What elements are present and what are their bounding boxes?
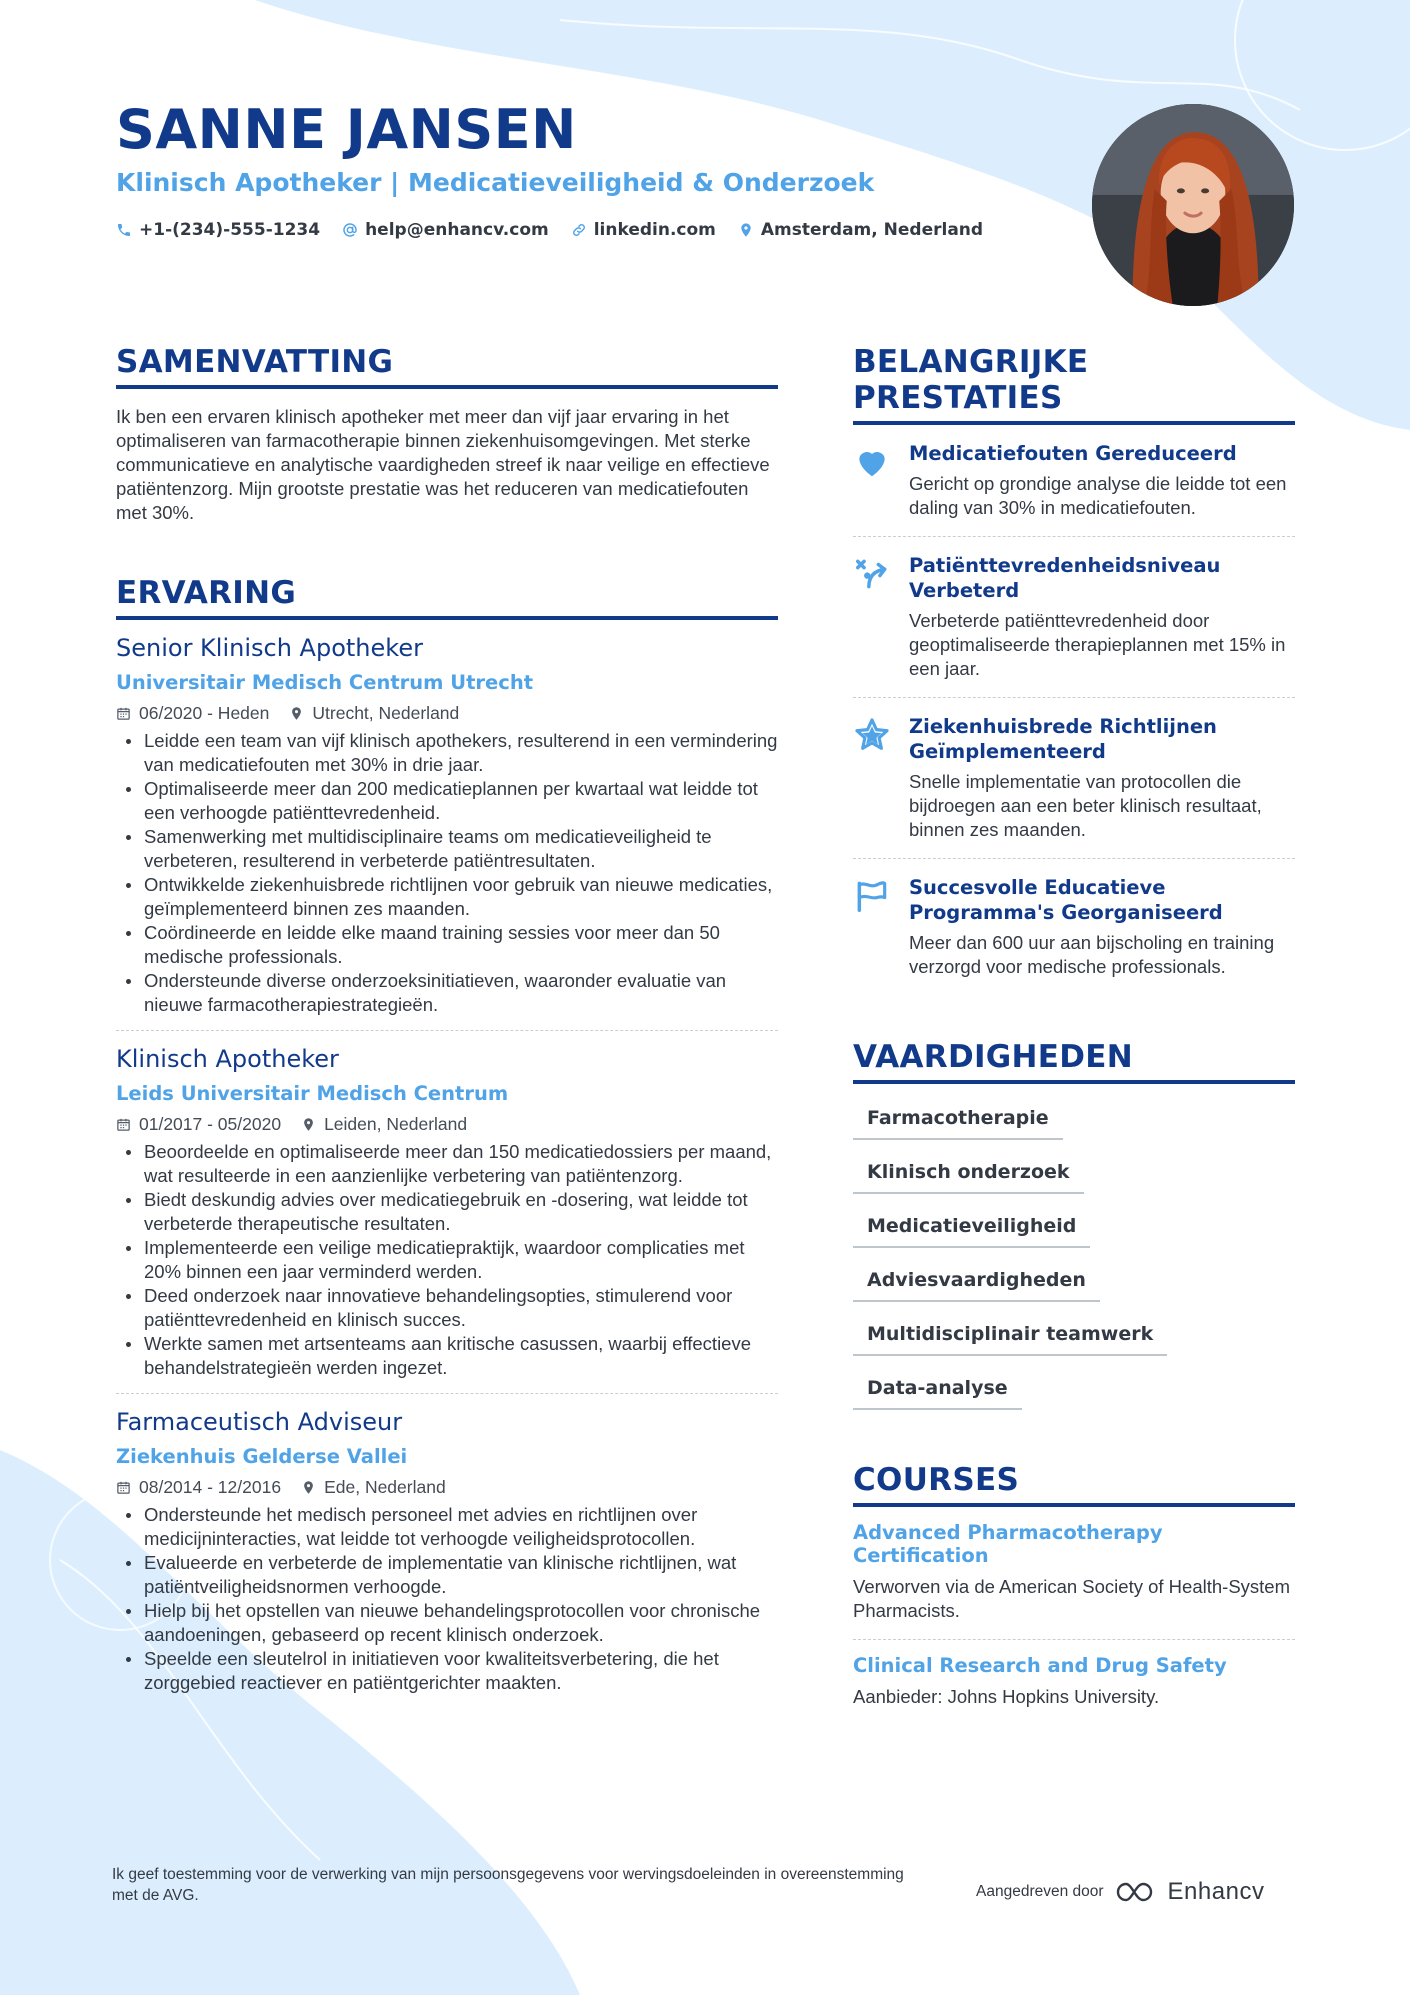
job-location-text: Leiden, Nederland — [324, 1114, 468, 1134]
job-entry — [116, 1031, 778, 1394]
job-location — [289, 703, 459, 724]
job-role: Senior Klinisch Apotheker — [116, 634, 423, 662]
job-meta — [116, 1114, 778, 1135]
job-bullet: Leidde een team van vijf klinisch apothekers, resulterend in een vermindering van medicatiefouten met 30% in drie jaar. — [116, 729, 778, 777]
location-pin-icon — [301, 1480, 316, 1495]
job-dates — [116, 703, 269, 724]
contact-bar — [116, 220, 983, 240]
powered-by[interactable] — [976, 1878, 1264, 1906]
achievement-desc: Verbeterde patiënttevredenheid door geoptimaliseerde therapieplannen met 15% in een jaar. — [909, 610, 1286, 679]
achievement-desc: Snelle implementatie van protocollen die bijdroegen aan een beter klinisch resultaat, binnen zes maanden. — [909, 771, 1262, 840]
job-dates-text: 06/2020 - Heden — [139, 703, 270, 723]
consent-note: Ik geef toestemming voor de verwerking van mijn persoonsgegevens voor wervingsdoeleinden in overeenstemming met de AVG. — [112, 1866, 904, 1904]
avatar — [1092, 104, 1294, 306]
location-pin-icon — [738, 222, 754, 238]
achievement-title: Succesvolle Educatieve Programma's Georganiseerd — [909, 876, 1223, 924]
job-bullets — [116, 1140, 778, 1380]
achievement-desc: Gericht op grondige analyse die leidde tot een daling van 30% in medicatiefouten. — [909, 473, 1287, 518]
skills-section — [853, 1039, 1295, 1422]
skill-tag: Multidisciplinair teamwerk — [853, 1314, 1167, 1356]
brand-name: Enhancv — [1167, 1878, 1265, 1905]
phone-icon — [116, 222, 132, 238]
job-bullet: Evalueerde en verbeterde de implementatie van klinische richtlijnen, wat patiëntveiligheidsnormen verhoogde. — [116, 1551, 778, 1599]
job-location — [301, 1114, 467, 1135]
location-pin-icon — [289, 706, 304, 721]
job-bullet: Speelde een sleutelrol in initiatieven voor kwaliteitsverbetering, die het zorggebied reactiever en patiëntgerichter maakten. — [116, 1647, 778, 1695]
skills-list — [853, 1098, 1295, 1422]
skill-tag: Medicatieveiligheid — [853, 1206, 1090, 1248]
job-bullet: Beoordeelde en optimaliseerde meer dan 150 medicatiedossiers per maand, wat resulteerde in een aanzienlijke verbetering van patiëntenzorg. — [116, 1140, 778, 1188]
job-dates — [116, 1477, 281, 1498]
course-item — [853, 1507, 1295, 1640]
heart-icon — [853, 443, 891, 481]
job-bullet: Ondersteunde het medisch personeel met advies en richtlijnen over medicijninteracties, wat leidde tot verhoogde veiligheidsprotocollen. — [116, 1503, 778, 1551]
achievement-title: Patiënttevredenheidsniveau Verbeterd — [909, 554, 1221, 602]
job-bullet: Ondersteunde diverse onderzoeksinitiatieven, waaronder evaluatie van nieuwe farmacotherapiestrategieën. — [116, 969, 778, 1017]
job-location — [301, 1477, 446, 1498]
skill-tag: Klinisch onderzoek — [853, 1152, 1084, 1194]
job-company: Ziekenhuis Gelderse Vallei — [116, 1445, 408, 1468]
brand-logo — [1114, 1878, 1265, 1906]
job-dates-text: 08/2014 - 12/2016 — [139, 1477, 282, 1497]
job-bullet: Ontwikkelde ziekenhuisbrede richtlijnen voor gebruik van nieuwe medicaties, geïmplementeerd binnen zes maanden. — [116, 873, 778, 921]
contact-email[interactable] — [342, 220, 549, 240]
flag-icon — [853, 877, 891, 915]
powered-by-label: Aangedreven door — [976, 1883, 1104, 1900]
job-location-text: Ede, Nederland — [324, 1477, 446, 1497]
location-pin-icon — [301, 1117, 316, 1132]
job-meta — [116, 703, 778, 724]
job-entry — [116, 1394, 778, 1695]
profile-photo — [1092, 104, 1294, 306]
calendar-icon — [116, 706, 131, 721]
courses-heading: COURSES — [853, 1462, 1295, 1507]
course-title: Clinical Research and Drug Safety — [853, 1654, 1227, 1677]
summary-section — [116, 344, 778, 525]
courses-section — [853, 1462, 1295, 1725]
job-role: Klinisch Apotheker — [116, 1045, 339, 1073]
summary-heading: SAMENVATTING — [116, 344, 778, 389]
location-text: Amsterdam, Nederland — [760, 220, 984, 240]
email-text: help@enhancv.com — [365, 220, 549, 240]
job-bullets — [116, 729, 778, 1017]
job-entry — [116, 620, 778, 1031]
enhancv-logo-icon — [1114, 1879, 1160, 1905]
job-bullet: Samenwerking met multidisciplinaire teams om medicatieveiligheid te verbeteren, resulterend in verbeterde patiëntresultaten. — [116, 825, 778, 873]
calendar-icon — [116, 1480, 131, 1495]
course-item — [853, 1640, 1295, 1725]
contact-location — [738, 220, 983, 240]
calendar-icon — [116, 1117, 131, 1132]
achievement-title: Ziekenhuisbrede Richtlijnen Geïmplementeerd — [909, 715, 1217, 763]
job-meta — [116, 1477, 778, 1498]
job-company: Universitair Medisch Centrum Utrecht — [116, 671, 534, 694]
skill-tag: Adviesvaardigheden — [853, 1260, 1100, 1302]
at-icon — [342, 222, 358, 238]
achievement-item — [853, 859, 1295, 995]
phone-text: +1-(234)-555-1234 — [139, 220, 321, 240]
course-desc: Aanbieder: Johns Hopkins University. — [853, 1686, 1160, 1707]
achievement-desc: Meer dan 600 uur aan bijscholing en training verzorgd voor medische professionals. — [909, 932, 1275, 977]
experience-section — [116, 575, 778, 1695]
job-bullet: Deed onderzoek naar innovatieve behandelingsopties, stimulerend voor patiënttevredenheid en klinisch succes. — [116, 1284, 778, 1332]
contact-phone[interactable] — [116, 220, 320, 240]
job-bullet: Biedt deskundig advies over medicatiegebruik en -dosering, wat leidde tot verbeterde therapeutische resultaten. — [116, 1188, 778, 1236]
job-bullet: Coördineerde en leidde elke maand training sessies voor meer dan 50 medische professionals. — [116, 921, 778, 969]
job-company: Leids Universitair Medisch Centrum — [116, 1082, 509, 1105]
job-bullet: Optimaliseerde meer dan 200 medicatieplannen per kwartaal wat leidde tot een verhoogde patiënttevredenheid. — [116, 777, 778, 825]
achievement-item — [853, 537, 1295, 698]
job-dates — [116, 1114, 281, 1135]
job-bullets — [116, 1503, 778, 1695]
achievement-item — [853, 698, 1295, 859]
job-bullet: Implementeerde een veilige medicatiepraktijk, waardoor complicaties met 20% binnen een jaar verminderd werden. — [116, 1236, 778, 1284]
linkedin-text: linkedin.com — [593, 220, 716, 240]
summary-text: Ik ben een ervaren klinisch apotheker met meer dan vijf jaar ervaring in het optimaliseren van farmacotherapie binnen ziekenhuisomgevingen. Met sterke communicatieve en analytische vaardigheden streef ik naar veilige en effectieve patiëntenzorg. Mijn grootste prestatie was het reduceren van medicatiefouten met 30%. — [116, 406, 770, 523]
contact-linkedin[interactable] — [571, 220, 716, 240]
achievements-section — [853, 344, 1295, 995]
achievement-item — [853, 425, 1295, 537]
star-icon — [853, 716, 891, 754]
course-desc: Verworven via de American Society of Health-System Pharmacists. — [853, 1576, 1290, 1621]
job-role: Farmaceutisch Adviseur — [116, 1408, 403, 1436]
candidate-subtitle: Klinisch Apotheker | Medicatieveiligheid & Onderzoek — [116, 168, 875, 197]
achievement-title: Medicatiefouten Gereduceerd — [909, 442, 1237, 465]
skill-tag: Data-analyse — [853, 1368, 1022, 1410]
skill-tag: Farmacotherapie — [853, 1098, 1063, 1140]
link-icon — [571, 222, 587, 238]
job-dates-text: 01/2017 - 05/2020 — [139, 1114, 282, 1134]
job-location-text: Utrecht, Nederland — [312, 703, 460, 723]
course-title: Advanced Pharmacotherapy Certification — [853, 1521, 1163, 1567]
strategy-icon — [853, 555, 891, 593]
skills-heading: VAARDIGHEDEN — [853, 1039, 1295, 1084]
candidate-name: SANNE JANSEN — [116, 98, 577, 161]
job-bullet: Werkte samen met artsenteams aan kritische casussen, waarbij effectieve behandelstrategieën werden ingezet. — [116, 1332, 778, 1380]
experience-heading: ERVARING — [116, 575, 778, 620]
job-bullet: Hielp bij het opstellen van nieuwe behandelingsprotocollen voor chronische aandoeningen, gebaseerd op recent klinisch onderzoek. — [116, 1599, 778, 1647]
achievements-heading: BELANGRIJKE PRESTATIES — [853, 344, 1295, 425]
